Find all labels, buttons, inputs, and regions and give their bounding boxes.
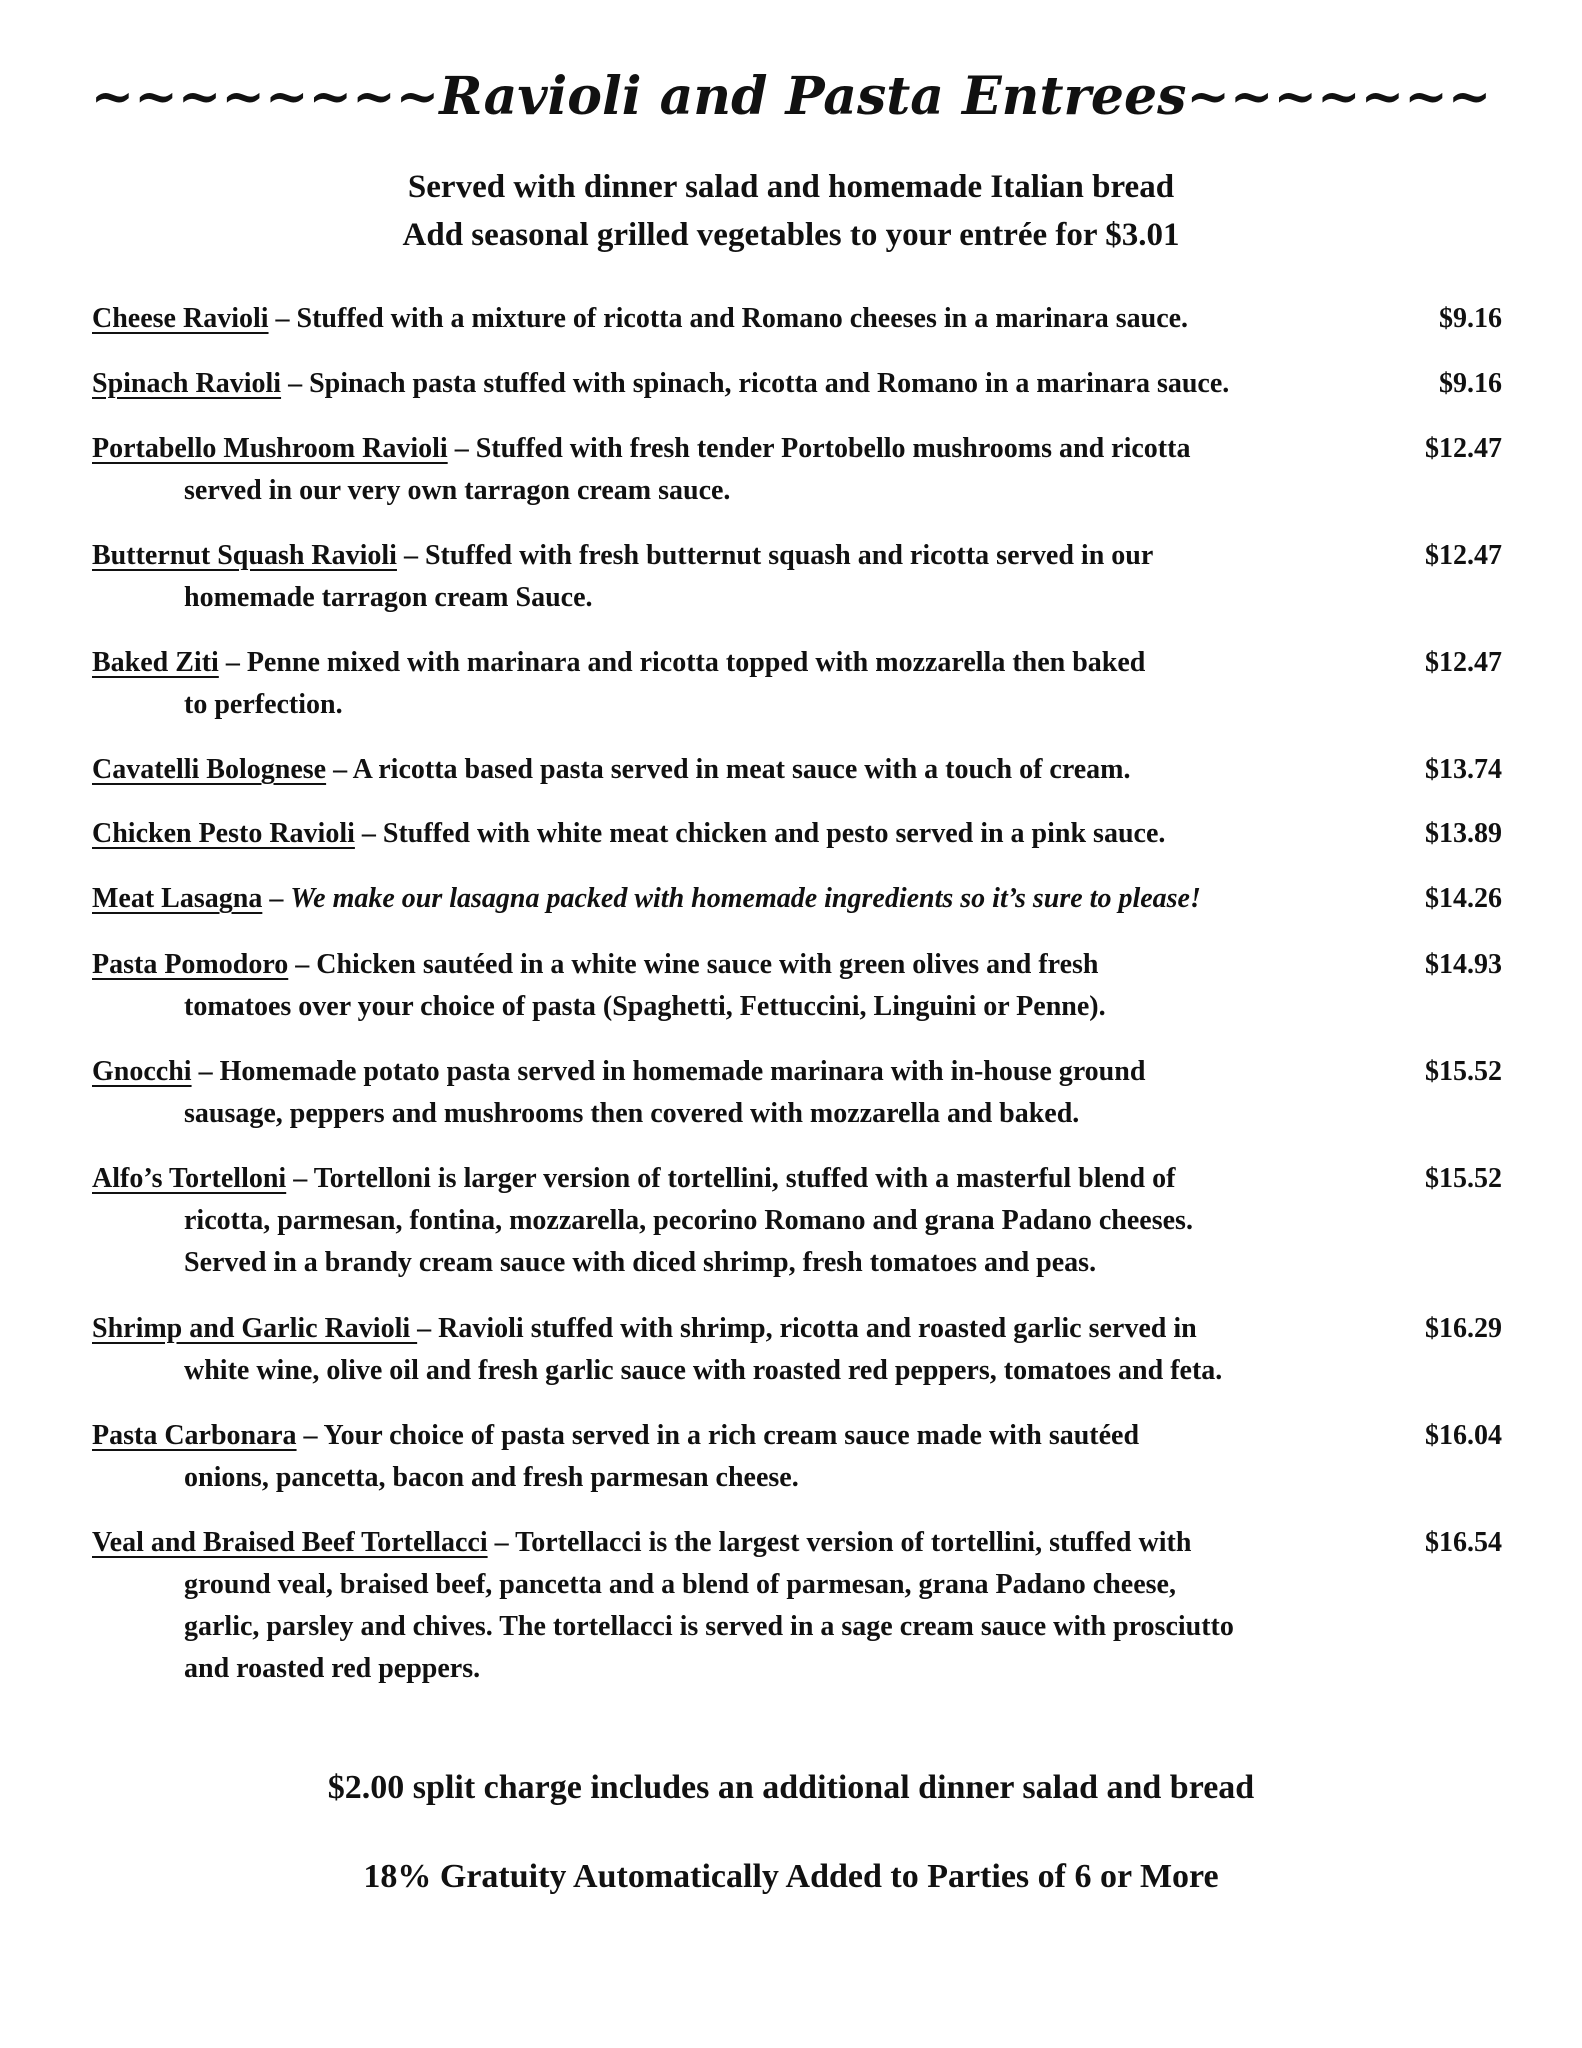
- menu-item: [92, 428, 1502, 512]
- menu-item-price: $13.74: [1425, 754, 1502, 785]
- menu-item-description-continued: tomatoes over your choice of pasta (Spaghetti, Fettuccini, Linguini or Penne).: [184, 991, 1106, 1022]
- menu-item-description-continued: ricotta, parmesan, fontina, mozzarella, pecorino Romano and grana Padano cheeses.: [184, 1205, 1193, 1236]
- menu-item-description: Ravioli stuffed with shrimp, ricotta and roasted garlic served in: [438, 1313, 1197, 1344]
- menu-item-description: Stuffed with a mixture of ricotta and Romano cheeses in a marinara sauce.: [296, 303, 1189, 334]
- menu-item-description-continued: served in our very own tarragon cream sauce.: [184, 475, 731, 506]
- menu-item-description: Tortelloni is larger version of tortellini, stuffed with a masterful blend of: [313, 1163, 1176, 1194]
- menu-item: [92, 749, 1502, 791]
- menu-item-description-continued: onions, pancetta, bacon and fresh parmesan cheese.: [184, 1462, 799, 1493]
- menu-item-name: Meat Lasagna: [92, 883, 263, 914]
- menu-item-price: $12.47: [1425, 433, 1502, 464]
- menu-item-name: Cavatelli Bolognese: [92, 754, 327, 785]
- menu-item-description: Spinach pasta stuffed with spinach, ricotta and Romano in a marinara sauce.: [309, 368, 1230, 399]
- menu-item-separator: –: [218, 647, 247, 678]
- menu-item: [92, 1158, 1502, 1284]
- menu-item-name: Pasta Pomodoro: [92, 949, 289, 980]
- menu-item: [92, 298, 1502, 340]
- menu-item: [92, 642, 1502, 726]
- menu-item-name: Spinach Ravioli: [92, 368, 282, 399]
- menu-item-description-continued: homemade tarragon cream Sauce.: [184, 582, 593, 613]
- menu-item-price: $14.26: [1425, 883, 1502, 914]
- menu-item-separator: –: [417, 1313, 439, 1344]
- menu-item-name: Gnocchi: [92, 1056, 192, 1087]
- menu-item-description: Stuffed with fresh butternut squash and ricotta served in our: [424, 540, 1154, 571]
- menu-item: [92, 1308, 1502, 1392]
- menu-item-description-continued: to perfection.: [184, 689, 343, 720]
- menu-item: [92, 878, 1502, 920]
- menu-item-price: $12.47: [1425, 647, 1502, 678]
- menu-item-separator: –: [354, 818, 383, 849]
- menu-item: [92, 363, 1502, 405]
- menu-item-price: $15.52: [1425, 1163, 1502, 1194]
- menu-item-description: We make our lasagna packed with homemade ingredients so it’s sure to please!: [290, 883, 1201, 914]
- menu-item-price: $15.52: [1425, 1056, 1502, 1087]
- menu-item-separator: –: [268, 303, 297, 334]
- menu-item-name: Baked Ziti: [92, 647, 219, 678]
- menu-item: [92, 1522, 1502, 1690]
- menu-item-separator: –: [396, 540, 425, 571]
- menu-item-description-continued: Served in a brandy cream sauce with diced shrimp, fresh tomatoes and peas.: [184, 1247, 1097, 1278]
- menu-item: [92, 944, 1502, 1028]
- menu-item-description: Stuffed with fresh tender Portobello mushrooms and ricotta: [475, 433, 1191, 464]
- menu-item: [92, 1051, 1502, 1135]
- subtitle-block: [0, 163, 1582, 259]
- menu-item-price: $16.04: [1425, 1420, 1502, 1451]
- menu-item-price: $13.89: [1425, 818, 1502, 849]
- menu-item: [92, 813, 1502, 855]
- menu-item-description: Tortellacci is the largest version of tortellini, stuffed with: [515, 1527, 1192, 1558]
- menu-item-separator: –: [296, 1420, 324, 1451]
- menu-item-description-continued: white wine, olive oil and fresh garlic sauce with roasted red peppers, tomatoes and feta.: [184, 1355, 1223, 1386]
- menu-item-separator: –: [288, 949, 317, 980]
- menu-item-price: $12.47: [1425, 540, 1502, 571]
- menu-item-name: Portabello Mushroom Ravioli: [92, 433, 448, 464]
- menu-item-description: Homemade potato pasta served in homemade marinara with in-house ground: [219, 1056, 1146, 1087]
- menu-item-description-continued: sausage, peppers and mushrooms then covered with mozzarella and baked.: [184, 1098, 1080, 1129]
- menu-item-name: Veal and Braised Beef Tortellacci: [92, 1527, 488, 1558]
- page-title: ~~~~~~~~Ravioli and Pasta Entrees~~~~~~~: [90, 66, 1492, 127]
- menu-item-description: Your choice of pasta served in a rich cream sauce made with sautéed: [323, 1420, 1140, 1451]
- menu-item-name: Chicken Pesto Ravioli: [92, 818, 355, 849]
- subtitle-served-with: Served with dinner salad and homemade Italian bread: [407, 169, 1175, 205]
- menu-item-separator: –: [191, 1056, 220, 1087]
- menu-item-description-continued: garlic, parsley and chives. The tortellacci is served in a sage cream sauce with prosciutto: [184, 1611, 1234, 1642]
- menu-item: [92, 535, 1502, 619]
- menu-item-separator: –: [447, 433, 476, 464]
- menu-item-description-continued: ground veal, braised beef, pancetta and a blend of parmesan, grana Padano cheese,: [184, 1569, 1176, 1600]
- menu-item-separator: –: [262, 883, 291, 914]
- menu-item: [92, 1415, 1502, 1499]
- subtitle-add-vegetables: Add seasonal grilled vegetables to your entrée for $3.01: [402, 217, 1180, 253]
- menu-item-price: $9.16: [1439, 303, 1502, 334]
- menu-item-separator: –: [487, 1527, 516, 1558]
- menu-item-name: Pasta Carbonara: [92, 1420, 297, 1451]
- menu-item-separator: –: [326, 754, 353, 785]
- menu-item-description-continued: and roasted red peppers.: [184, 1653, 481, 1684]
- menu-item-price: $16.54: [1425, 1527, 1502, 1558]
- menu-item-price: $9.16: [1439, 368, 1502, 399]
- menu-item-separator: –: [281, 368, 310, 399]
- menu-item-separator: –: [286, 1163, 314, 1194]
- menu-item-description: A ricotta based pasta served in meat sauce with a touch of cream.: [352, 754, 1131, 785]
- menu-item-description: Penne mixed with marinara and ricotta topped with mozzarella then baked: [246, 647, 1146, 678]
- menu-item-name: Alfo’s Tortelloni: [92, 1163, 287, 1194]
- menu-item-description: Stuffed with white meat chicken and pesto served in a pink sauce.: [382, 818, 1166, 849]
- menu-item-price: $14.93: [1425, 949, 1502, 980]
- menu-item-name: Cheese Ravioli: [92, 303, 269, 334]
- menu-item-name: Butternut Squash Ravioli: [92, 540, 397, 571]
- gratuity-note: 18% Gratuity Automatically Added to Parties of 6 or More: [363, 1858, 1219, 1895]
- split-charge-note: $2.00 split charge includes an additional dinner salad and bread: [327, 1769, 1255, 1806]
- menu-item-name: Shrimp and Garlic Ravioli: [92, 1313, 418, 1344]
- menu-item-price: $16.29: [1425, 1313, 1502, 1344]
- menu-item-description: Chicken sautéed in a white wine sauce with green olives and fresh: [316, 949, 1099, 980]
